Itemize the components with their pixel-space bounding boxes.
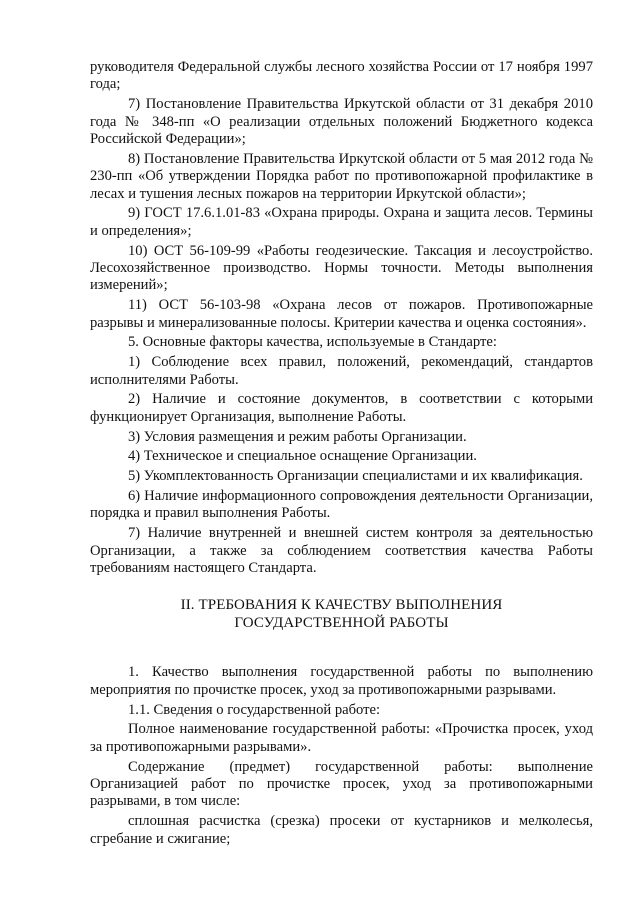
paragraph: 9) ГОСТ 17.6.1.01-83 «Охрана природы. Охрана и защита лесов. Термины и определения»; [90, 205, 593, 239]
paragraph: 1) Соблюдение всех правил, положений, рекомендаций, стандартов исполнителями Работы. [90, 354, 593, 388]
section-heading-line-2: ГОСУДАРСТВЕННОЙ РАБОТЫ [234, 614, 449, 631]
paragraph: сплошная расчистка (срезка) просеки от кустарников и мелколесья, сгребание и сжигание; [90, 813, 593, 847]
paragraph: 1.1. Сведения о государственной работе: [128, 701, 381, 718]
paragraph: 6) Наличие информационного сопровождения деятельности Организации, порядка и правил выполнения Работы. [90, 488, 593, 522]
paragraph: руководителя Федеральной службы лесного хозяйства России от 17 ноября 1997 года; [90, 59, 593, 93]
section-heading [90, 597, 593, 632]
paragraph: 1. Качество выполнения государственной работы по выполнению мероприятия по прочистке просек, уход за противопожарными разрывами. [90, 664, 593, 698]
paragraph: Содержание (предмет) государственной работы: выполнение Организацией работ по прочистке просек, уход за противопожарными разрывами, в том числе: [90, 758, 593, 810]
paragraph: 5) Укомплектованность Организации специалистами и их квалификация. [128, 468, 583, 485]
paragraph: 4) Техническое и специальное оснащение Организации. [128, 448, 477, 465]
paragraph: 7) Постановление Правительства Иркутской области от 31 декабря 2010 года № 348-пп «О реализации отдельных положений Бюджетного кодекса Российской Федерации»; [90, 96, 593, 148]
paragraph: 7) Наличие внутренней и внешней систем контроля за деятельностью Организации, а также за соблюдением соответствия качества Работы требованиям настоящего Стандарта. [90, 525, 593, 577]
paragraph: 10) ОСТ 56-109-99 «Работы геодезические. Таксация и лесоустройство. Лесохозяйственное производство. Нормы точности. Методы выполнения измерений»; [90, 242, 593, 294]
paragraph: 3) Условия размещения и режим работы Организации. [128, 428, 467, 445]
paragraph: 2) Наличие и состояние документов, в соответствии с которыми функционирует Организация, выполнение Работы. [90, 391, 593, 425]
paragraph: 8) Постановление Правительства Иркутской области от 5 мая 2012 года № 230-пп «Об утверждении Порядка работ по противопожарной профилактике в лесах и тушения лесных пожаров на территории Иркутской области»; [90, 150, 593, 202]
section-heading-line-1: II. ТРЕБОВАНИЯ К КАЧЕСТВУ ВЫПОЛНЕНИЯ [180, 597, 503, 614]
paragraph: 5. Основные факторы качества, используемые в Стандарте: [128, 334, 497, 351]
document-body [90, 59, 593, 850]
paragraph: Полное наименование государственной работы: «Прочистка просек, уход за противопожарными разрывами». [90, 721, 593, 755]
paragraph: 11) ОСТ 56-103-98 «Охрана лесов от пожаров. Противопожарные разрывы и минерализованные полосы. Критерии качества и оценка состояния». [90, 297, 593, 331]
